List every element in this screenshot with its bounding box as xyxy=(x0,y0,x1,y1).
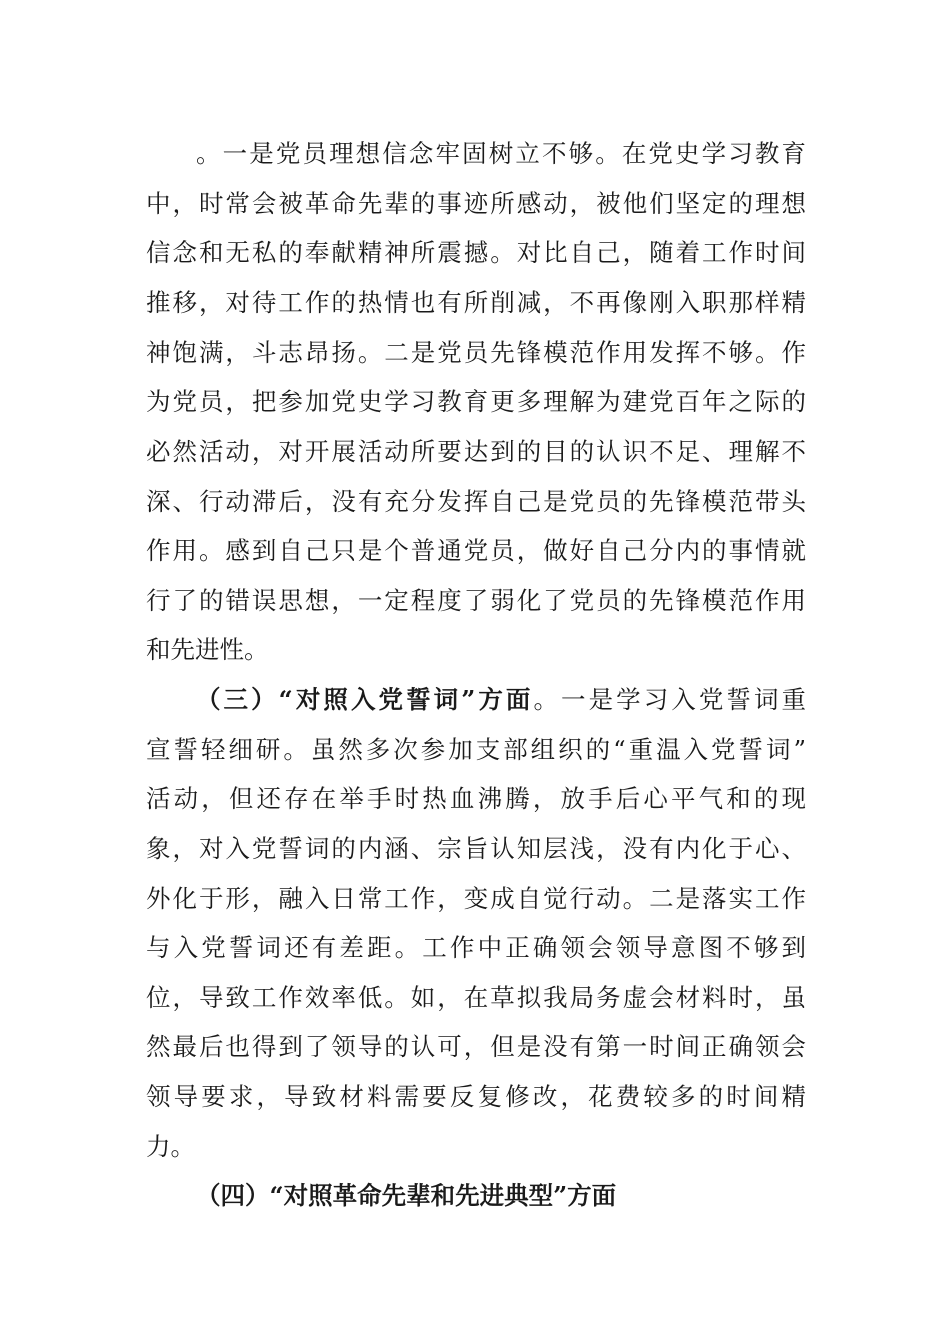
para1-line-8: 深、行动滞后，没有充分发挥自己是党员的先锋模范带头 xyxy=(146,487,806,516)
para2-line-4: 象，对入党誓词的内涵、宗旨认知层浅，没有内化于心、 xyxy=(146,834,806,863)
para2-line-5: 外化于形，融入日常工作，变成自觉行动。二是落实工作 xyxy=(146,884,806,913)
para3-heading: （四）“对照革命先辈和先进典型”方面 xyxy=(196,1181,617,1210)
para1-line-1: 。一是党员理想信念牢固树立不够。在党史学习教育 xyxy=(196,139,806,168)
para2-heading: （三）“对照入党誓词”方面 xyxy=(196,685,534,714)
para2-first-line-rest: 。一是学习入党誓词重 xyxy=(533,685,807,714)
para1-line-4: 推移，对待工作的热情也有所削减，不再像刚入职那样精 xyxy=(146,288,806,317)
para2-line-3: 活动，但还存在举手时热血沸腾，放手后心平气和的现 xyxy=(146,784,806,813)
para2-line-9: 领导要求，导致材料需要反复修改，花费较多的时间精 xyxy=(146,1082,806,1111)
para1-line-6: 为党员，把参加党史学习教育更多理解为建党百年之际的 xyxy=(146,387,806,416)
para2-line-2: 宣誓轻细研。虽然多次参加支部组织的“重温入党誓词” xyxy=(146,735,806,764)
para2-line-10: 力。 xyxy=(146,1132,195,1161)
para2-line-1 xyxy=(196,684,806,716)
para2-line-6: 与入党誓词还有差距。工作中正确领会领导意图不够到 xyxy=(146,933,806,962)
para1-line-7: 必然活动，对开展活动所要达到的目的认识不足、理解不 xyxy=(146,437,806,466)
para1-line-10: 行了的错误思想，一定程度了弱化了党员的先锋模范作用 xyxy=(146,586,806,615)
para1-line-5: 神饱满，斗志昂扬。二是党员先锋模范作用发挥不够。作 xyxy=(146,338,806,367)
para1-line-9: 作用。感到自己只是个普通党员，做好自己分内的事情就 xyxy=(146,536,806,565)
para2-line-7: 位，导致工作效率低。如，在草拟我局务虚会材料时，虽 xyxy=(146,983,806,1012)
para1-line-3: 信念和无私的奉献精神所震撼。对比自己，随着工作时间 xyxy=(146,238,806,267)
para1-line-11: 和先进性。 xyxy=(146,635,269,664)
para1-line-2: 中，时常会被革命先辈的事迹所感动，被他们坚定的理想 xyxy=(146,189,806,218)
para2-line-8: 然最后也得到了领导的认可，但是没有第一时间正确领会 xyxy=(146,1032,806,1061)
